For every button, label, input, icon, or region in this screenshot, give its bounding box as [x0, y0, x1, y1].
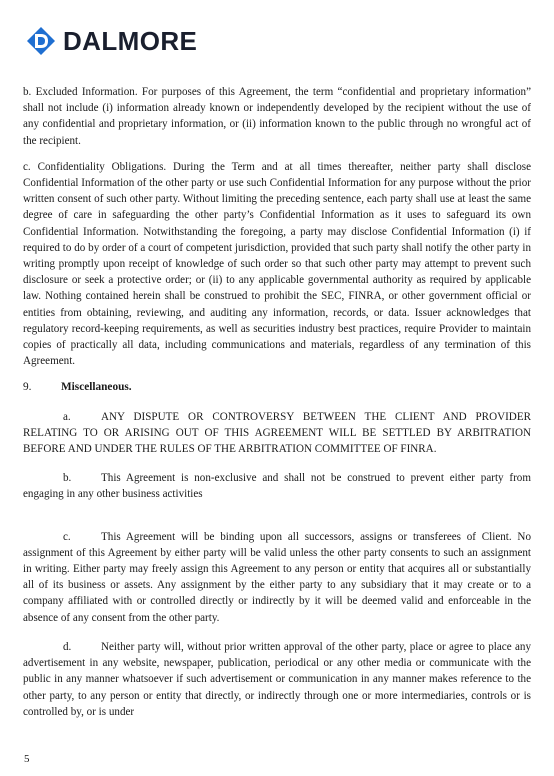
clause-text: This Agreement is non-exclusive and shall not be construed to prevent either party from engaging in any other business activities [23, 472, 531, 501]
clause-text: ANY DISPUTE OR CONTROVERSY BETWEEN THE CLIENT AND PROVIDER RELATING TO OR ARISING OUT OF THIS AGREEMENT WILL BE SETTLED BY ARBITRATION BEFORE AND UNDER THE RULES OF THE ARBITRATION COMMITTEE OF FINRA. [23, 410, 531, 456]
dalmore-logo [26, 26, 197, 56]
page-number: 5 [24, 753, 30, 765]
section-9-heading [23, 379, 531, 395]
clause-text: This Agreement will be binding upon all successors, assigns or transferees of Client. No assignment of this Agreement by either party will be valid unless the other party consents to such an assignment in writing. Either party may freely assign this Agreement to any person or entity that acquires all or substantially all of its business or assets. Any assignment by the either party to any subsidiary that it may create or to a company affiliated with or controlled directly or indirectly by it will be deemed valid and enforceable in the absence of any consent from the other party. [23, 530, 531, 624]
paragraph-excluded-information: b. Excluded Information. For purposes of this Agreement, the term “confidential and proprietary information” shall not include (i) information already known or independently developed by the recipient without the use of any confidential and proprietary information, or (ii) information known to the public through no wrongful act of the recipient. [23, 86, 531, 147]
section-title: Miscellaneous. [61, 381, 132, 394]
clause-9b [23, 470, 531, 502]
section-number: 9. [23, 381, 32, 394]
clause-9c [23, 529, 531, 626]
paragraph-confidentiality-obligations: c. Confidentiality Obligations. During the Term and at all times thereafter, neither party shall disclose Confidential Information of the other party or use such Confidential Information for any purpose without the prior written consent of such other party. Without limiting the preceding sentence, each party shall use at least the same degree of care in safeguarding the other party’s Confidential Information as it uses to safeguard its own Confidential Information. Notwithstanding the foregoing, a party may disclose Confidential Information (i) if required to do by order of a court of competent jurisdiction, provided that such party shall notify the other party in writing promptly upon receipt of knowledge of such order so that such other party may attempt to prevent such disclosure or seek a protective order; or (ii) to any applicable governmental authority as required by applicable law. Nothing contained herein shall be construed to prohibit the SEC, FINRA, or other government official or entities from obtaining, reviewing, and auditing any information, records, or data. Issuer acknowledges that regulatory record-keeping requirements, as well as securities industry best practices, require Provider to maintain copies of practically all data, including communications and materials, regardless of any termination of this Agreement. [23, 160, 531, 368]
clause-9d [23, 639, 531, 720]
clause-label: c. [63, 530, 71, 543]
clause-9a [23, 409, 531, 458]
clause-label: a. [63, 410, 71, 423]
logo-text: DALMORE [63, 26, 198, 56]
dalmore-logo-icon [26, 26, 56, 56]
clause-text: Neither party will, without prior written approval of the other party, place or agree to place any advertisement in any website, newspaper, publication, periodical or any other media or communicate with the public in any manner whatsoever if such advertisement or communication in any manner makes reference to the other party, to any person or entity that directly, or indirectly through one or more intermediaries, controls or is controlled by, or is under [23, 640, 531, 718]
clause-label: b. [63, 472, 72, 485]
clause-label: d. [63, 640, 72, 653]
document-body [23, 84, 531, 720]
